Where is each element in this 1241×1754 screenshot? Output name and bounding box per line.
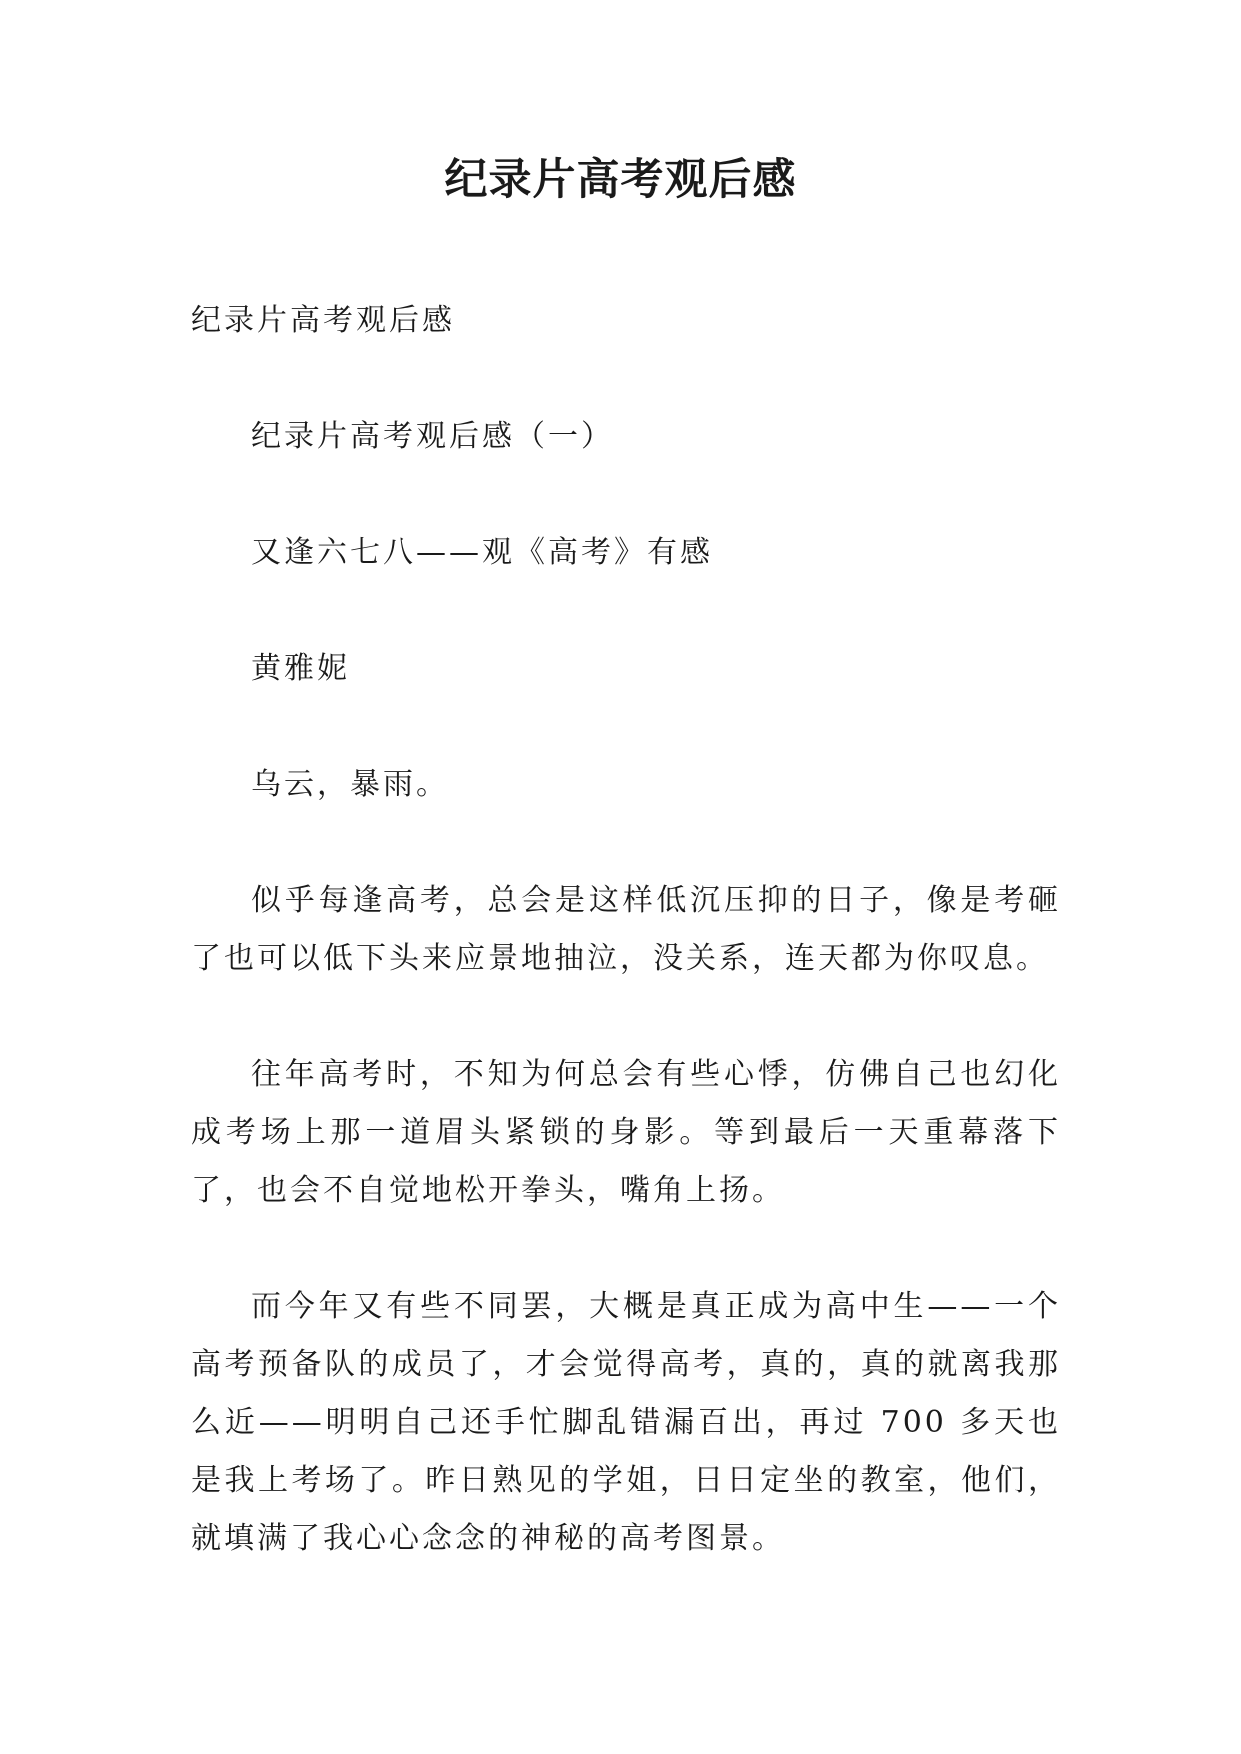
paragraph: 往年高考时，不知为何总会有些心悸，仿佛自己也幻化成考场上那一道眉头紧锁的身影。等到最后一天重幕落下了，也会不自觉地松开拳头，嘴角上扬。	[191, 1057, 1061, 1208]
document-body	[191, 292, 1061, 1626]
paragraph-subtitle: 纪录片高考观后感（一）	[251, 419, 614, 454]
paragraph-article-title: 又逢六七八——观《高考》有感	[251, 535, 713, 570]
paragraph-author: 黄雅妮	[251, 651, 350, 686]
paragraph: 似乎每逢高考，总会是这样低沉压抑的日子，像是考砸了也可以低下头来应景地抽泣，没关系，连天都为你叹息。	[191, 883, 1061, 976]
paragraph-heading: 纪录片高考观后感	[191, 303, 455, 338]
document-title: 纪录片高考观后感	[444, 155, 797, 205]
paragraph: 乌云，暴雨。	[251, 767, 449, 802]
paragraph: 而今年又有些不同罢，大概是真正成为高中生——一个高考预备队的成员了，才会觉得高考，真的，真的就离我那么近——明明自己还手忙脚乱错漏百出，再过 700 多天也是我上考场了。昨日熟见的学姐，日日定坐的教室，他们，就填满了我心心念念的神秘的高考图景。	[191, 1289, 1061, 1556]
